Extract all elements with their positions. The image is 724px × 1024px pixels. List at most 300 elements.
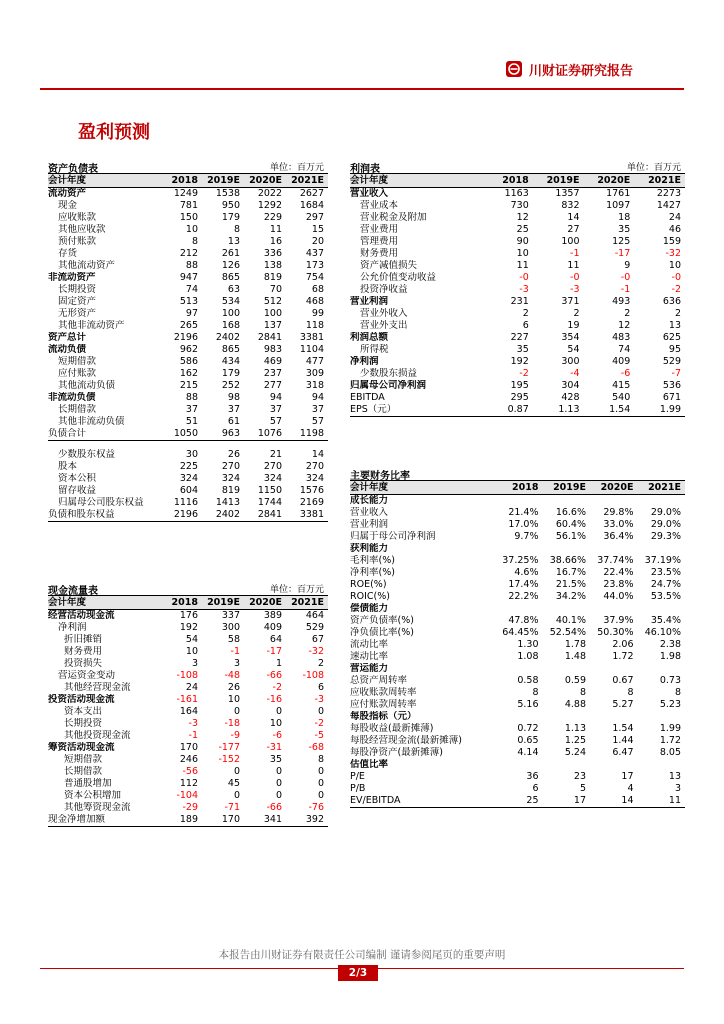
table-cell: -29 xyxy=(182,802,198,813)
table-cell: 1050 xyxy=(160,428,202,441)
column-header-year: 2018 xyxy=(482,174,533,188)
row-label: EV/EBITDA xyxy=(350,795,495,808)
table-cell: 371 xyxy=(561,296,580,307)
table-cell: 409 xyxy=(263,622,282,633)
table-cell: 159 xyxy=(662,236,681,247)
table-cell: 2 xyxy=(317,658,324,669)
table-cell: 483 xyxy=(612,332,631,343)
table-cell: 24.7% xyxy=(650,579,681,590)
table-cell: -56 xyxy=(182,766,198,777)
table-cell: 99 xyxy=(311,308,324,319)
row-label: 投资净收益 xyxy=(360,284,408,295)
table-cell: 2402 xyxy=(202,509,244,522)
table-cell: -0 xyxy=(671,272,681,283)
table-row xyxy=(48,485,328,497)
column-header-year: 2021E xyxy=(286,174,328,188)
table-row xyxy=(48,622,328,634)
row-label: 营业外支出 xyxy=(360,320,408,331)
table-cell: 252 xyxy=(221,380,240,391)
table-cell: 227 xyxy=(510,332,529,343)
table-cell: -1 xyxy=(188,730,198,741)
row-label: 筹资活动现金流 xyxy=(48,742,115,753)
column-header-label: 会计年度 xyxy=(350,481,495,495)
row-label: P/B xyxy=(350,783,366,794)
table-cell: 29.3% xyxy=(650,531,681,542)
table-cell: 1.54 xyxy=(612,723,634,734)
row-label: 营运能力 xyxy=(350,663,389,674)
table-cell: 150 xyxy=(179,212,198,223)
financial-ratios-table xyxy=(350,481,685,808)
table-cell: 192 xyxy=(179,622,198,633)
row-label: 每股净资产(最新摊薄) xyxy=(350,747,443,758)
income-statement-unit: 单位：百万元 xyxy=(626,163,681,173)
row-label: 营业收入 xyxy=(350,507,389,518)
table-cell: 265 xyxy=(179,320,198,331)
table-cell: 8 xyxy=(191,236,198,247)
table-cell: 1116 xyxy=(173,497,198,508)
table-row xyxy=(48,718,328,730)
table-row xyxy=(350,224,685,236)
table-row xyxy=(350,356,685,368)
table-cell: -4 xyxy=(570,368,580,379)
table-cell: 947 xyxy=(179,272,198,283)
table-cell xyxy=(543,495,591,508)
table-cell: 40.1% xyxy=(555,615,586,626)
row-label: 短期借款 xyxy=(58,356,97,367)
table-cell: 2.06 xyxy=(612,639,634,650)
table-cell: 37 xyxy=(227,404,240,415)
row-label: 应收账款周转率 xyxy=(350,687,417,698)
table-row xyxy=(48,416,328,428)
table-cell: 261 xyxy=(221,248,240,259)
page-number: 2/3 xyxy=(338,965,378,981)
column-header-year: 2018 xyxy=(495,481,543,495)
table-cell: 70 xyxy=(269,284,282,295)
table-row xyxy=(48,296,328,308)
table-cell: 34.2% xyxy=(555,591,586,602)
table-cell: 0 xyxy=(233,706,240,717)
financial-ratios-title xyxy=(350,467,685,481)
table-row xyxy=(350,495,685,508)
table-cell: 0.58 xyxy=(517,675,539,686)
table-row xyxy=(350,555,685,567)
table-cell: 324 xyxy=(263,473,282,484)
table-cell: 189 xyxy=(160,814,202,827)
table-cell: 5.23 xyxy=(659,699,681,710)
row-label: ROIC(%) xyxy=(350,591,390,602)
table-cell: 24 xyxy=(185,682,198,693)
table-row xyxy=(350,735,685,747)
balance-sheet-unit: 单位：百万元 xyxy=(269,163,324,173)
row-label: 获利能力 xyxy=(350,543,389,554)
row-label: 营业费用 xyxy=(360,224,399,235)
table-cell: -108 xyxy=(176,670,198,681)
table-cell: 604 xyxy=(179,485,198,496)
table-cell: 164 xyxy=(179,706,198,717)
column-header-year: 2019E xyxy=(202,596,244,610)
column-header-year: 2021E xyxy=(638,481,686,495)
row-label: 投资活动现金流 xyxy=(48,694,115,705)
table-cell xyxy=(202,441,244,450)
row-label: ROE(%) xyxy=(350,579,387,590)
table-cell: 17.0% xyxy=(508,519,539,530)
table-cell: 138 xyxy=(263,260,282,271)
table-cell: 74 xyxy=(185,284,198,295)
table-cell: 57 xyxy=(269,416,282,427)
table-cell: 1198 xyxy=(286,428,328,441)
table-cell: 277 xyxy=(263,380,282,391)
table-cell: 22.4% xyxy=(603,567,634,578)
table-cell: -16 xyxy=(266,694,282,705)
table-row xyxy=(48,284,328,296)
cash-flow-title xyxy=(48,582,328,596)
table-row xyxy=(48,658,328,670)
table-cell: 56.1% xyxy=(555,531,586,542)
table-row xyxy=(350,308,685,320)
table-cell: 35.4% xyxy=(650,615,681,626)
table-cell: 950 xyxy=(221,200,240,211)
cash-flow-title-text: 现金流量表 xyxy=(48,586,98,597)
table-cell: 2 xyxy=(624,308,631,319)
table-cell: -32 xyxy=(665,248,681,259)
table-cell: 324 xyxy=(305,473,324,484)
column-header-label: 会计年度 xyxy=(48,174,160,188)
row-label: 资本公积增加 xyxy=(64,790,122,801)
table-cell: 11 xyxy=(567,260,580,271)
row-label: 应付账款 xyxy=(58,368,97,379)
table-row xyxy=(48,356,328,368)
table-cell: 512 xyxy=(263,296,282,307)
table-cell: 0 xyxy=(233,790,240,801)
row-label: 普通股增加 xyxy=(64,778,112,789)
row-label: 资产负债率(%) xyxy=(350,615,414,626)
table-cell: 529 xyxy=(305,622,324,633)
table-cell: -17 xyxy=(614,248,631,259)
table-row xyxy=(350,368,685,380)
cash-flow-table xyxy=(48,596,328,827)
table-cell: 1.13 xyxy=(564,723,586,734)
table-cell: 94 xyxy=(311,392,324,403)
income-statement xyxy=(350,160,685,417)
table-row xyxy=(350,627,685,639)
row-label: 偿债能力 xyxy=(350,603,389,614)
table-cell: 54 xyxy=(185,634,198,645)
row-label: EPS（元） xyxy=(350,404,482,417)
table-cell: -71 xyxy=(224,802,240,813)
table-cell: 170 xyxy=(179,742,198,753)
row-label: 管理费用 xyxy=(360,236,399,247)
table-row xyxy=(350,404,685,417)
table-cell: 983 xyxy=(263,344,282,355)
table-cell: 30 xyxy=(185,449,198,460)
table-cell: 1.48 xyxy=(564,651,586,662)
table-row xyxy=(350,236,685,248)
table-cell: -161 xyxy=(176,694,198,705)
table-cell: 1292 xyxy=(257,200,282,211)
table-cell xyxy=(495,759,543,771)
table-cell: 68 xyxy=(311,284,324,295)
table-cell xyxy=(590,543,638,555)
table-row xyxy=(350,200,685,212)
table-cell: 37 xyxy=(311,404,324,415)
column-header-year: 2019E xyxy=(543,481,591,495)
table-cell: 25 xyxy=(495,795,543,808)
table-cell: 540 xyxy=(612,392,631,403)
table-cell: 5.27 xyxy=(612,699,634,710)
table-cell: 44.0% xyxy=(603,591,634,602)
row-label: 留存收益 xyxy=(58,485,97,496)
table-cell: 1.78 xyxy=(564,639,586,650)
table-cell: 47.8% xyxy=(508,615,539,626)
table-cell xyxy=(543,543,591,555)
table-cell: 192 xyxy=(510,356,529,367)
row-label: 应收账款 xyxy=(58,212,97,223)
table-row xyxy=(350,651,685,663)
table-cell: 0 xyxy=(317,766,324,777)
table-header-row xyxy=(350,481,685,495)
table-cell: 11 xyxy=(516,260,529,271)
row-label: 流动资产 xyxy=(48,188,87,199)
table-row xyxy=(48,646,328,658)
table-cell: 8 xyxy=(674,687,681,698)
table-row xyxy=(48,441,328,450)
table-cell: 23.8% xyxy=(603,579,634,590)
row-label: 公允价值变动收益 xyxy=(360,272,437,283)
row-label: 每股指标（元） xyxy=(350,711,417,722)
table-cell: 2196 xyxy=(173,332,198,343)
table-cell: 2.38 xyxy=(659,639,681,650)
row-label: 非流动资产 xyxy=(48,272,96,283)
table-cell: 6 xyxy=(317,682,324,693)
table-cell: 1 xyxy=(275,658,282,669)
column-header-label: 会计年度 xyxy=(350,174,482,188)
table-cell xyxy=(638,759,686,771)
table-cell: 1097 xyxy=(606,200,631,211)
table-cell: 53.5% xyxy=(650,591,681,602)
table-row xyxy=(48,473,328,485)
table-cell: 1150 xyxy=(257,485,282,496)
table-cell: 3 xyxy=(191,658,198,669)
table-cell: 61 xyxy=(227,416,240,427)
table-row xyxy=(48,634,328,646)
table-cell: -1 xyxy=(230,646,240,657)
table-cell xyxy=(495,711,543,723)
table-cell: -32 xyxy=(308,646,324,657)
table-cell: -2 xyxy=(272,682,282,693)
table-row xyxy=(48,778,328,790)
table-cell: -6 xyxy=(272,730,282,741)
table-cell: 1.54 xyxy=(584,404,635,417)
row-label: 无形资产 xyxy=(58,308,97,319)
table-cell: 468 xyxy=(305,296,324,307)
table-cell: 300 xyxy=(561,356,580,367)
table-cell: 392 xyxy=(286,814,328,827)
table-cell: 428 xyxy=(561,392,580,403)
table-cell: -2 xyxy=(314,718,324,729)
table-cell: 46.10% xyxy=(644,627,681,638)
table-cell: 137 xyxy=(263,320,282,331)
table-cell: 179 xyxy=(221,368,240,379)
table-cell: 100 xyxy=(221,308,240,319)
table-cell: 215 xyxy=(179,380,198,391)
cash-flow-unit: 单位：百万元 xyxy=(269,585,324,595)
table-cell: 1076 xyxy=(244,428,286,441)
table-cell: -66 xyxy=(266,802,282,813)
table-row xyxy=(48,248,328,260)
table-cell: 8 xyxy=(627,687,634,698)
table-cell: 962 xyxy=(179,344,198,355)
table-cell: 3381 xyxy=(299,332,324,343)
row-label: 财务费用 xyxy=(64,646,103,657)
row-label: 营业税金及附加 xyxy=(360,212,427,223)
table-cell: 112 xyxy=(179,778,198,789)
table-cell: 35 xyxy=(269,754,282,765)
table-cell: 1576 xyxy=(299,485,324,496)
table-cell: 1538 xyxy=(215,188,240,199)
table-row xyxy=(48,224,328,236)
table-cell: 19 xyxy=(567,320,580,331)
table-row xyxy=(48,200,328,212)
row-label: 现金净增加额 xyxy=(48,814,160,827)
table-row xyxy=(350,320,685,332)
table-cell xyxy=(543,663,591,675)
table-cell: 324 xyxy=(221,473,240,484)
table-cell: 9.7% xyxy=(514,531,539,542)
table-row xyxy=(350,723,685,735)
table-cell: 90 xyxy=(516,236,529,247)
table-cell: -76 xyxy=(308,802,324,813)
table-cell: -31 xyxy=(266,742,282,753)
table-cell: -48 xyxy=(224,670,240,681)
table-row xyxy=(48,694,328,706)
column-header-year: 2019E xyxy=(533,174,584,188)
table-cell: 754 xyxy=(305,272,324,283)
table-cell: 464 xyxy=(305,610,324,621)
table-row xyxy=(350,795,685,808)
table-cell: 0 xyxy=(275,766,282,777)
row-label: 资产总计 xyxy=(48,332,87,343)
row-label: 固定资产 xyxy=(58,296,97,307)
table-cell: 1.72 xyxy=(659,735,681,746)
table-cell: 10 xyxy=(668,260,681,271)
table-cell: 625 xyxy=(662,332,681,343)
table-cell: 10 xyxy=(516,248,529,259)
row-label: 归属于母公司净利润 xyxy=(350,531,436,542)
table-cell: 237 xyxy=(263,368,282,379)
table-cell: 15 xyxy=(311,224,324,235)
table-cell: 54 xyxy=(567,344,580,355)
table-cell: 5.24 xyxy=(564,747,586,758)
table-cell xyxy=(590,711,638,723)
row-label: 营业收入 xyxy=(350,188,389,199)
company-logo-icon xyxy=(506,61,522,77)
table-cell: 6.47 xyxy=(612,747,634,758)
row-label: 总资产周转率 xyxy=(350,675,408,686)
table-cell: 100 xyxy=(561,236,580,247)
table-row xyxy=(350,188,685,201)
table-cell: 1.44 xyxy=(612,735,634,746)
column-header-year: 2020E xyxy=(244,174,286,188)
row-label: 净利润 xyxy=(350,356,379,367)
balance-sheet xyxy=(48,160,328,522)
table-cell: 1.99 xyxy=(659,723,681,734)
table-cell xyxy=(638,495,686,508)
table-cell: 17.4% xyxy=(508,579,539,590)
footer-disclaimer: 本报告由川财证券有限责任公司编制 谨请参阅尾页的重要声明 xyxy=(218,949,506,961)
table-cell: 23.5% xyxy=(650,567,681,578)
table-cell: -108 xyxy=(302,670,324,681)
table-row xyxy=(350,615,685,627)
table-cell: 21 xyxy=(269,449,282,460)
row-label: 其他投资现金流 xyxy=(64,730,131,741)
row-label: 净负债比率(%) xyxy=(350,627,414,638)
table-cell xyxy=(244,441,286,450)
table-cell xyxy=(543,603,591,615)
table-cell xyxy=(495,495,543,508)
table-cell: 170 xyxy=(202,814,244,827)
table-cell: 16 xyxy=(269,236,282,247)
row-label: 股本 xyxy=(58,461,78,472)
table-cell: 74 xyxy=(618,344,631,355)
row-label: 投资损失 xyxy=(64,658,103,669)
row-label: 其他流动资产 xyxy=(58,260,116,271)
table-cell: 45 xyxy=(227,778,240,789)
table-row xyxy=(48,368,328,380)
table-cell: 52.54% xyxy=(549,627,586,638)
table-cell: 819 xyxy=(221,485,240,496)
table-cell: 38.66% xyxy=(549,555,586,566)
row-label: 每股收益(最新摊薄) xyxy=(350,723,434,734)
table-header-row xyxy=(350,174,685,188)
table-cell: 126 xyxy=(221,260,240,271)
table-cell: 26 xyxy=(227,449,240,460)
table-cell: 270 xyxy=(263,461,282,472)
table-cell: -0 xyxy=(620,272,631,283)
row-label: 速动比率 xyxy=(350,651,389,662)
table-row xyxy=(350,380,685,392)
table-cell: -3 xyxy=(188,718,198,729)
table-row xyxy=(48,449,328,461)
table-header-row xyxy=(48,174,328,188)
table-row xyxy=(350,531,685,543)
table-cell: 309 xyxy=(305,368,324,379)
table-cell: 10 xyxy=(185,224,198,235)
row-label: 估值比率 xyxy=(350,759,389,770)
column-header-year: 2018 xyxy=(160,174,202,188)
table-cell: 125 xyxy=(612,236,631,247)
table-cell: 0 xyxy=(275,706,282,717)
financial-ratios xyxy=(350,467,685,808)
table-cell: 12 xyxy=(516,212,529,223)
table-row xyxy=(350,783,685,795)
table-cell: 13 xyxy=(668,320,681,331)
table-cell: 173 xyxy=(305,260,324,271)
table-row xyxy=(48,188,328,201)
row-label: 营业成本 xyxy=(360,200,399,211)
table-row xyxy=(48,509,328,522)
table-cell: 1684 xyxy=(299,200,324,211)
table-cell: -0 xyxy=(570,272,580,283)
table-cell xyxy=(638,603,686,615)
table-row xyxy=(48,730,328,742)
table-row xyxy=(350,699,685,711)
table-cell: 35 xyxy=(618,224,631,235)
table-cell xyxy=(286,441,328,450)
income-statement-title xyxy=(350,160,685,174)
row-label: 其他应收款 xyxy=(58,224,106,235)
column-header-year: 2020E xyxy=(590,481,638,495)
row-label: EBITDA xyxy=(350,392,385,403)
